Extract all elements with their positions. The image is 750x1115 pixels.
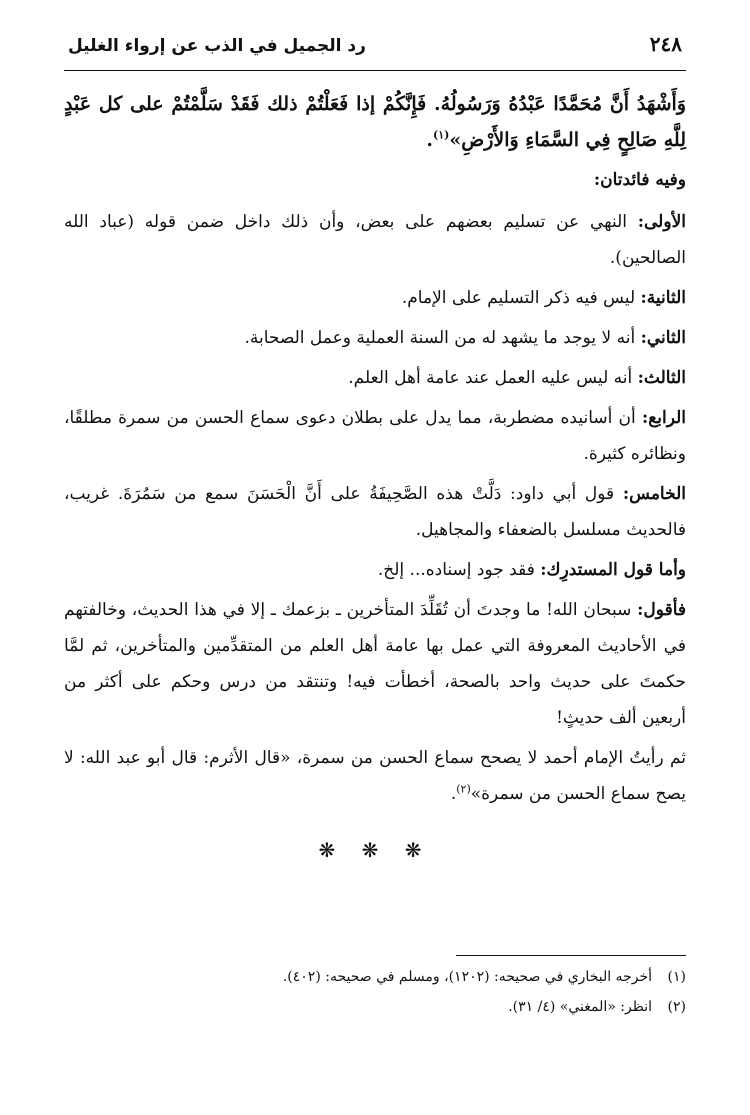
footnote-1-number: (١) bbox=[667, 969, 686, 985]
page-number: ٢٤٨ bbox=[649, 32, 682, 56]
point-rabi bbox=[64, 400, 686, 472]
footnote-1-text: أخرجه البخاري في صحيحه: (١٢٠٢)، ومسلم في صحيحه: (٤٠٢). bbox=[282, 969, 652, 985]
section-divider-stars: ❋ ❋ ❋ bbox=[318, 838, 432, 862]
footnote-ref-1: (١) bbox=[432, 128, 450, 142]
point-thalith-text: أنه ليس عليه العمل عند عامة أهل العلم. bbox=[348, 368, 638, 388]
footnote-2-text: انظر: «المغني» (٤/ ٣١). bbox=[508, 999, 652, 1015]
aqul-text: سبحان الله! ما وجدتَ أن تُقَلِّدَ المتأخرين ـ بزعمك ـ إلا في هذا الحديث، وخالفتهم في الأحاديث المعروفة التي عمل بها عامة أهل العلم من المتقدِّمين والمتأخرين، ثم لمَّا حكمتَ على حديث واحد بالصحة، أخطأت فيه! وتنتقد من درس وحكم على أكثر من أربعين ألف حديثٍ! bbox=[64, 600, 686, 728]
mustadrik-text: فقد جود إسناده... إلخ. bbox=[377, 560, 541, 580]
main-text bbox=[64, 86, 686, 868]
page-header bbox=[64, 30, 686, 71]
point-khamis bbox=[64, 476, 686, 548]
point-thani bbox=[64, 320, 686, 356]
point-thalith-label: الثالث: bbox=[637, 368, 686, 388]
mustadrik-label: وأما قول المستدرِك: bbox=[540, 560, 686, 580]
point-rabi-text: أن أسانيده مضطربة، مما يدل على بطلان دعوى سماع الحسن من سمرة مطلقًا، ونظائره كثيرة. bbox=[64, 408, 686, 464]
footnote-1 bbox=[64, 962, 686, 992]
benefit-first bbox=[64, 204, 686, 276]
hadith-quote: وَأَشْهَدُ أَنَّ مُحَمَّدًا عَبْدُهُ وَرَسُولُهُ. فَإِنَّكُمْ إذا فَعَلْتُمْ ذلك فَقَدْ سَلَّمْتُمْ على كل عَبْدٍ لِلَّهِ صَالِحٍ فِي السَّمَاءِ وَالأَرْضِ»$^{(١)}$. bbox=[64, 93, 686, 151]
footnotes bbox=[64, 955, 686, 1022]
benefits-heading: وفيه فائدتان: bbox=[593, 170, 686, 190]
running-title: رد الجميل في الذب عن إرواء الغليل bbox=[68, 36, 366, 56]
point-thani-text: أنه لا يوجد ما يشهد له من السنة العملية وعمل الصحابة. bbox=[244, 328, 641, 348]
benefit-first-label: الأولى: bbox=[637, 212, 686, 232]
aqul-para bbox=[64, 592, 686, 736]
benefit-second bbox=[64, 280, 686, 316]
footnote-rule bbox=[456, 955, 686, 956]
point-rabi-label: الرابع: bbox=[641, 408, 686, 428]
point-khamis-label: الخامس: bbox=[622, 484, 686, 504]
benefit-second-label: الثانية: bbox=[640, 288, 686, 308]
footnote-ref-2: (٢) bbox=[456, 782, 471, 796]
final-para: ثم رأيتُ الإمام أحمد لا يصحح سماع الحسن من سمرة، «قال الأثرم: قال أبو عبد الله: لا يصح سماع الحسن من سمرة»$^{(٢)}$. bbox=[64, 748, 686, 804]
benefit-second-text: ليس فيه ذكر التسليم على الإمام. bbox=[401, 288, 641, 308]
aqul-label: فأقول: bbox=[637, 600, 686, 620]
mustadrik-para bbox=[64, 552, 686, 588]
footnote-2 bbox=[64, 992, 686, 1022]
hadith-quote-text: وَأَشْهَدُ أَنَّ مُحَمَّدًا عَبْدُهُ وَرَسُولُهُ. فَإِنَّكُمْ إذا فَعَلْتُمْ ذلك فَقَدْ سَلَّمْتُمْ على كل عَبْدٍ لِلَّهِ صَالِحٍ فِي السَّمَاءِ وَالأَرْضِ» bbox=[64, 93, 686, 151]
point-thani-label: الثاني: bbox=[640, 328, 686, 348]
final-text: ثم رأيتُ الإمام أحمد لا يصحح سماع الحسن من سمرة، «قال الأثرم: قال أبو عبد الله: لا يصح سماع الحسن من سمرة» bbox=[64, 748, 686, 804]
point-thalith bbox=[64, 360, 686, 396]
point-khamis-text: قول أبي داود: دَلَّتْ هذه الصَّحِيفَةُ على أَنَّ الْحَسَنَ سمع من سَمُرَةَ. غريب، فالحديث مسلسل بالضعفاء والمجاهيل. bbox=[64, 484, 686, 540]
benefit-first-text: النهي عن تسليم بعضهم على بعض، وأن ذلك داخل ضمن قوله (عباد الله الصالحين). bbox=[64, 212, 686, 268]
footnote-2-number: (٢) bbox=[667, 999, 686, 1015]
